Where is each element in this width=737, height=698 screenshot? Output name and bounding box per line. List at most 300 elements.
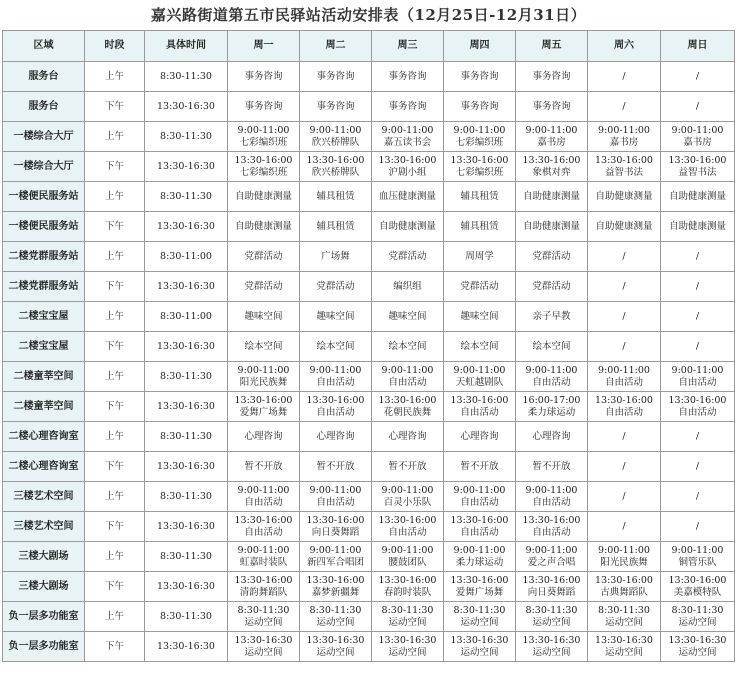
- saturday-activity-cell: /: [588, 422, 661, 452]
- period-cell: 下午: [85, 512, 145, 542]
- table-row: [3, 542, 735, 572]
- activity-line: 运动空间: [532, 616, 571, 628]
- thursday-activity-cell: [444, 542, 516, 572]
- activity-line: 自由活动: [460, 496, 499, 508]
- tuesday-activity-cell: [300, 122, 372, 152]
- header-time: 具体时间: [145, 31, 228, 62]
- area-cell: 一楼便民服务站: [3, 212, 85, 242]
- activity-line: 七彩编织班: [455, 166, 504, 178]
- activity-line: 运动空间: [678, 616, 717, 628]
- monday-activity-cell: [228, 572, 300, 602]
- saturday-activity-cell: [588, 392, 661, 422]
- activity-line: 9:00-11:00: [453, 124, 506, 136]
- time-cell: 8:30-11:30: [145, 422, 228, 452]
- activity-line: 9:00-11:00: [309, 364, 362, 376]
- activity-line: 自由活动: [604, 406, 643, 418]
- time-cell: 8:30-11:30: [145, 362, 228, 392]
- activity-line: 13:30-16:30: [234, 634, 293, 646]
- sunday-activity-cell: [661, 542, 735, 572]
- thursday-activity-cell: [444, 482, 516, 512]
- activity-line: 自由活动: [678, 376, 717, 388]
- period-cell: 上午: [85, 122, 145, 152]
- table-row: [3, 362, 735, 392]
- area-cell: 二楼心理咨询室: [3, 422, 85, 452]
- saturday-activity-cell: /: [588, 512, 661, 542]
- table-row: [3, 122, 735, 152]
- time-cell: 13:30-16:30: [145, 212, 228, 242]
- table-row: [3, 212, 735, 242]
- monday-activity-cell: [228, 482, 300, 512]
- table-row: [3, 272, 735, 302]
- saturday-activity-cell: /: [588, 482, 661, 512]
- monday-activity-cell: [228, 152, 300, 182]
- table-row: [3, 482, 735, 512]
- monday-activity-cell: 事务咨询: [228, 92, 300, 122]
- activity-line: 9:00-11:00: [598, 544, 650, 556]
- activity-line: 运动空间: [604, 646, 643, 658]
- activity-line: 9:00-11:00: [525, 544, 578, 556]
- area-cell: 三楼大剧场: [3, 572, 85, 602]
- saturday-activity-cell: [588, 542, 661, 572]
- area-cell: 服务台: [3, 92, 85, 122]
- activity-line: 运动空间: [604, 616, 643, 628]
- table-row: [3, 152, 735, 182]
- activity-line: 13:30-16:00: [306, 154, 365, 166]
- period-cell: 下午: [85, 332, 145, 362]
- thursday-activity-cell: [444, 602, 516, 632]
- thursday-activity-cell: 辅具租赁: [444, 182, 516, 212]
- thursday-activity-cell: [444, 632, 516, 662]
- activity-line: 自由活动: [460, 526, 499, 538]
- header-area: 区域: [3, 31, 85, 62]
- saturday-activity-cell: /: [588, 242, 661, 272]
- friday-activity-cell: 自助健康测量: [516, 182, 588, 212]
- wednesday-activity-cell: [372, 542, 444, 572]
- activity-line: 七彩编织班: [239, 166, 288, 178]
- sunday-activity-cell: /: [661, 512, 735, 542]
- activity-line: 9:00-11:00: [381, 544, 434, 556]
- activity-line: 9:00-11:00: [237, 484, 290, 496]
- activity-line: 沪剧小组: [388, 166, 427, 178]
- activity-line: 益智书法: [678, 166, 717, 178]
- area-cell: 一楼便民服务站: [3, 182, 85, 212]
- sunday-activity-cell: /: [661, 302, 735, 332]
- time-cell: 8:30-11:30: [145, 482, 228, 512]
- activity-line: 8:30-11:30: [525, 604, 578, 616]
- saturday-activity-cell: [588, 122, 661, 152]
- saturday-activity-cell: [588, 152, 661, 182]
- friday-activity-cell: [516, 572, 588, 602]
- tuesday-activity-cell: [300, 152, 372, 182]
- thursday-activity-cell: 辅具租赁: [444, 212, 516, 242]
- activity-line: 9:00-11:00: [525, 364, 578, 376]
- activity-line: 9:00-11:00: [381, 484, 434, 496]
- activity-line: 欣兴桥牌队: [311, 166, 360, 178]
- activity-line: 9:00-11:00: [671, 364, 724, 376]
- activity-line: 自由活动: [532, 496, 571, 508]
- area-cell: 一楼综合大厅: [3, 122, 85, 152]
- tuesday-activity-cell: 事务咨询: [300, 92, 372, 122]
- thursday-activity-cell: [444, 152, 516, 182]
- activity-line: 13:30-16:00: [450, 154, 509, 166]
- tuesday-activity-cell: 绘本空间: [300, 332, 372, 362]
- time-cell: 13:30-16:30: [145, 152, 228, 182]
- monday-activity-cell: [228, 362, 300, 392]
- activity-line: 七彩编织班: [455, 136, 504, 148]
- friday-activity-cell: [516, 152, 588, 182]
- header-saturday: 周六: [588, 31, 661, 62]
- wednesday-activity-cell: 趣味空间: [372, 302, 444, 332]
- thursday-activity-cell: 绘本空间: [444, 332, 516, 362]
- activity-line: 嘉梦新疆舞: [311, 586, 360, 598]
- area-cell: 二楼宝宝屋: [3, 332, 85, 362]
- tuesday-activity-cell: [300, 362, 372, 392]
- friday-activity-cell: 党群活动: [516, 242, 588, 272]
- activity-line: 嘉书房: [609, 136, 639, 148]
- activity-line: 运动空间: [316, 616, 355, 628]
- thursday-activity-cell: [444, 572, 516, 602]
- activity-line: 9:00-11:00: [453, 484, 506, 496]
- activity-line: 自由活动: [244, 526, 283, 538]
- table-row: [3, 182, 735, 212]
- activity-line: 虹嘉时装队: [239, 556, 288, 568]
- thursday-activity-cell: 事务咨询: [444, 62, 516, 92]
- saturday-activity-cell: 自助健康测量: [588, 182, 661, 212]
- friday-activity-cell: 自助健康测量: [516, 212, 588, 242]
- activity-line: 13:30-16:00: [234, 574, 293, 586]
- period-cell: 上午: [85, 302, 145, 332]
- tuesday-activity-cell: 趣味空间: [300, 302, 372, 332]
- activity-line: 13:30-16:00: [234, 514, 293, 526]
- activity-line: 13:30-16:00: [378, 154, 437, 166]
- schedule-body: [3, 62, 735, 662]
- activity-line: 爱舞广场舞: [455, 586, 504, 598]
- sunday-activity-cell: /: [661, 482, 735, 512]
- monday-activity-cell: [228, 632, 300, 662]
- activity-line: 益智书法: [604, 166, 643, 178]
- activity-line: 13:30-16:00: [450, 514, 509, 526]
- activity-line: 阳光民族舞: [600, 556, 648, 568]
- header-row: [3, 31, 735, 62]
- activity-line: 13:30-16:30: [522, 634, 581, 646]
- activity-line: 8:30-11:30: [381, 604, 434, 616]
- activity-line: 8:30-11:30: [237, 604, 290, 616]
- activity-line: 运动空间: [388, 616, 427, 628]
- friday-activity-cell: 绘本空间: [516, 332, 588, 362]
- period-cell: 上午: [85, 542, 145, 572]
- activity-line: 天虹越剧队: [455, 376, 504, 388]
- table-row: [3, 512, 735, 542]
- activity-line: 13:30-16:00: [595, 574, 653, 586]
- table-row: [3, 62, 735, 92]
- activity-line: 七彩编织班: [239, 136, 288, 148]
- sunday-activity-cell: [661, 632, 735, 662]
- friday-activity-cell: [516, 512, 588, 542]
- activity-line: 13:30-16:00: [595, 154, 653, 166]
- activity-line: 自由活动: [460, 406, 499, 418]
- header-friday: 周五: [516, 31, 588, 62]
- friday-activity-cell: 暂不开放: [516, 452, 588, 482]
- activity-line: 自由活动: [316, 496, 355, 508]
- wednesday-activity-cell: 事务咨询: [372, 62, 444, 92]
- activity-line: 运动空间: [244, 616, 283, 628]
- activity-line: 自由活动: [388, 376, 427, 388]
- sunday-activity-cell: [661, 602, 735, 632]
- thursday-activity-cell: 暂不开放: [444, 452, 516, 482]
- sunday-activity-cell: /: [661, 62, 735, 92]
- activity-line: 自由活动: [678, 406, 717, 418]
- activity-line: 9:00-11:00: [671, 544, 724, 556]
- monday-activity-cell: 事务咨询: [228, 62, 300, 92]
- activity-line: 8:30-11:30: [453, 604, 506, 616]
- activity-line: 春韵时装队: [383, 586, 432, 598]
- saturday-activity-cell: [588, 362, 661, 392]
- tuesday-activity-cell: [300, 482, 372, 512]
- wednesday-activity-cell: 暂不开放: [372, 452, 444, 482]
- monday-activity-cell: 自助健康测量: [228, 182, 300, 212]
- thursday-activity-cell: 事务咨询: [444, 92, 516, 122]
- activity-line: 9:00-11:00: [309, 124, 362, 136]
- activity-line: 13:30-16:00: [522, 574, 581, 586]
- period-cell: 上午: [85, 482, 145, 512]
- thursday-activity-cell: [444, 392, 516, 422]
- activity-line: 自由活动: [532, 376, 571, 388]
- table-row: [3, 242, 735, 272]
- activity-line: 9:00-11:00: [525, 124, 578, 136]
- monday-activity-cell: 党群活动: [228, 242, 300, 272]
- activity-line: 9:00-11:00: [237, 544, 290, 556]
- activity-line: 8:30-11:30: [309, 604, 362, 616]
- activity-line: 清韵舞蹈队: [239, 586, 288, 598]
- tuesday-activity-cell: 辅具租赁: [300, 182, 372, 212]
- activity-line: 向日葵舞蹈: [311, 526, 360, 538]
- saturday-activity-cell: /: [588, 302, 661, 332]
- thursday-activity-cell: [444, 122, 516, 152]
- period-cell: 下午: [85, 272, 145, 302]
- sunday-activity-cell: [661, 362, 735, 392]
- activity-line: 腰鼓团队: [388, 556, 427, 568]
- tuesday-activity-cell: 事务咨询: [300, 62, 372, 92]
- header-period: 时段: [85, 31, 145, 62]
- time-cell: 8:30-11:30: [145, 182, 228, 212]
- header-wednesday: 周三: [372, 31, 444, 62]
- table-row: [3, 632, 735, 662]
- table-row: [3, 572, 735, 602]
- thursday-activity-cell: 党群活动: [444, 272, 516, 302]
- area-cell: 二楼党群服务站: [3, 272, 85, 302]
- activity-line: 铜管乐队: [678, 556, 717, 568]
- tuesday-activity-cell: [300, 512, 372, 542]
- activity-line: 运动空间: [532, 646, 571, 658]
- area-cell: 三楼艺术空间: [3, 482, 85, 512]
- area-cell: 三楼艺术空间: [3, 512, 85, 542]
- saturday-activity-cell: /: [588, 62, 661, 92]
- area-cell: 二楼宝宝屋: [3, 302, 85, 332]
- header-sunday: 周日: [661, 31, 735, 62]
- time-cell: 13:30-16:30: [145, 512, 228, 542]
- activity-line: 8:30-11:30: [671, 604, 724, 616]
- tuesday-activity-cell: [300, 542, 372, 572]
- activity-line: 柔力球运动: [527, 406, 576, 418]
- period-cell: 下午: [85, 212, 145, 242]
- area-cell: 负一层多功能室: [3, 632, 85, 662]
- period-cell: 上午: [85, 62, 145, 92]
- thursday-activity-cell: 趣味空间: [444, 302, 516, 332]
- monday-activity-cell: 心理咨询: [228, 422, 300, 452]
- thursday-activity-cell: 周周学: [444, 242, 516, 272]
- activity-line: 13:30-16:00: [595, 394, 653, 406]
- activity-line: 13:30-16:30: [378, 634, 437, 646]
- area-cell: 一楼综合大厅: [3, 152, 85, 182]
- period-cell: 上午: [85, 242, 145, 272]
- wednesday-activity-cell: [372, 152, 444, 182]
- activity-line: 嘉五读书会: [383, 136, 432, 148]
- activity-line: 9:00-11:00: [598, 124, 650, 136]
- activity-line: 自由活动: [316, 376, 355, 388]
- friday-activity-cell: [516, 542, 588, 572]
- activity-line: 13:30-16:00: [668, 394, 727, 406]
- activity-line: 13:30-16:00: [450, 574, 509, 586]
- sunday-activity-cell: /: [661, 92, 735, 122]
- area-cell: 二楼党群服务站: [3, 242, 85, 272]
- header-thursday: 周四: [444, 31, 516, 62]
- period-cell: 下午: [85, 392, 145, 422]
- time-cell: 13:30-16:30: [145, 332, 228, 362]
- time-cell: 8:30-11:30: [145, 62, 228, 92]
- saturday-activity-cell: [588, 632, 661, 662]
- saturday-activity-cell: /: [588, 272, 661, 302]
- tuesday-activity-cell: 心理咨询: [300, 422, 372, 452]
- friday-activity-cell: 亲子早教: [516, 302, 588, 332]
- time-cell: 8:30-11:00: [145, 302, 228, 332]
- thursday-activity-cell: 心理咨询: [444, 422, 516, 452]
- friday-activity-cell: 事务咨询: [516, 62, 588, 92]
- activity-line: 9:00-11:00: [237, 364, 290, 376]
- monday-activity-cell: 党群活动: [228, 272, 300, 302]
- activity-line: 13:30-16:00: [234, 154, 293, 166]
- area-cell: 二楼童莘空间: [3, 392, 85, 422]
- tuesday-activity-cell: [300, 632, 372, 662]
- activity-line: 运动空间: [460, 616, 499, 628]
- area-cell: 二楼童莘空间: [3, 362, 85, 392]
- activity-line: 爱之声合唱: [527, 556, 576, 568]
- time-cell: 8:30-11:30: [145, 122, 228, 152]
- activity-line: 13:30-16:00: [668, 154, 727, 166]
- activity-line: 9:00-11:00: [671, 124, 724, 136]
- table-row: [3, 392, 735, 422]
- time-cell: 8:30-11:30: [145, 602, 228, 632]
- page-title: 嘉兴路街道第五市民驿站活动安排表（12月25日-12月31日）: [150, 6, 587, 24]
- period-cell: 下午: [85, 632, 145, 662]
- area-cell: 三楼大剧场: [3, 542, 85, 572]
- schedule-table: [2, 30, 735, 662]
- activity-line: 13:30-16:00: [450, 394, 509, 406]
- activity-line: 嘉书房: [683, 136, 712, 148]
- wednesday-activity-cell: [372, 572, 444, 602]
- saturday-activity-cell: [588, 572, 661, 602]
- tuesday-activity-cell: 辅具租赁: [300, 212, 372, 242]
- activity-line: 欣兴桥牌队: [311, 136, 360, 148]
- activity-line: 13:30-16:00: [522, 514, 581, 526]
- sunday-activity-cell: /: [661, 422, 735, 452]
- period-cell: 下午: [85, 572, 145, 602]
- activity-line: 13:30-16:30: [450, 634, 509, 646]
- tuesday-activity-cell: 党群活动: [300, 272, 372, 302]
- time-cell: 13:30-16:30: [145, 572, 228, 602]
- activity-line: 13:30-16:00: [378, 394, 437, 406]
- wednesday-activity-cell: [372, 122, 444, 152]
- tuesday-activity-cell: [300, 602, 372, 632]
- sunday-activity-cell: /: [661, 452, 735, 482]
- monday-activity-cell: [228, 392, 300, 422]
- saturday-activity-cell: /: [588, 332, 661, 362]
- activity-line: 13:30-16:00: [234, 394, 293, 406]
- monday-activity-cell: [228, 602, 300, 632]
- activity-line: 运动空间: [388, 646, 427, 658]
- friday-activity-cell: 心理咨询: [516, 422, 588, 452]
- time-cell: 13:30-16:30: [145, 92, 228, 122]
- activity-line: 运动空间: [678, 646, 717, 658]
- activity-line: 自由活动: [388, 526, 427, 538]
- activity-line: 9:00-11:00: [381, 124, 434, 136]
- table-row: [3, 602, 735, 632]
- tuesday-activity-cell: [300, 572, 372, 602]
- wednesday-activity-cell: [372, 392, 444, 422]
- area-cell: 负一层多功能室: [3, 602, 85, 632]
- activity-line: 向日葵舞蹈: [527, 586, 576, 598]
- activity-line: 自由活动: [532, 526, 571, 538]
- friday-activity-cell: [516, 392, 588, 422]
- sunday-activity-cell: 自助健康测量: [661, 212, 735, 242]
- time-cell: 8:30-11:00: [145, 242, 228, 272]
- time-cell: 13:30-16:30: [145, 392, 228, 422]
- header-tuesday: 周二: [300, 31, 372, 62]
- activity-line: 象棋对弈: [532, 166, 571, 178]
- activity-line: 嘉书房: [537, 136, 566, 148]
- thursday-activity-cell: [444, 362, 516, 392]
- wednesday-activity-cell: [372, 512, 444, 542]
- area-cell: 服务台: [3, 62, 85, 92]
- monday-activity-cell: [228, 542, 300, 572]
- activity-line: 自由活动: [604, 376, 643, 388]
- time-cell: 13:30-16:30: [145, 452, 228, 482]
- activity-line: 运动空间: [244, 646, 283, 658]
- activity-line: 阳光民族舞: [239, 376, 288, 388]
- activity-line: 9:00-11:00: [381, 364, 434, 376]
- header-monday: 周一: [228, 31, 300, 62]
- activity-line: 13:30-16:30: [595, 634, 653, 646]
- table-row: [3, 92, 735, 122]
- activity-line: 9:00-11:00: [453, 544, 506, 556]
- wednesday-activity-cell: 党群活动: [372, 242, 444, 272]
- activity-line: 13:30-16:00: [522, 154, 581, 166]
- sunday-activity-cell: 自助健康测量: [661, 182, 735, 212]
- thursday-activity-cell: [444, 512, 516, 542]
- saturday-activity-cell: [588, 602, 661, 632]
- activity-line: 9:00-11:00: [237, 124, 290, 136]
- time-cell: 13:30-16:30: [145, 272, 228, 302]
- activity-line: 新四军合唱团: [306, 556, 364, 568]
- friday-activity-cell: 党群活动: [516, 272, 588, 302]
- activity-line: 运动空间: [316, 646, 355, 658]
- friday-activity-cell: 事务咨询: [516, 92, 588, 122]
- sunday-activity-cell: /: [661, 272, 735, 302]
- activity-line: 9:00-11:00: [598, 364, 650, 376]
- saturday-activity-cell: 自助健康测量: [588, 212, 661, 242]
- friday-activity-cell: [516, 482, 588, 512]
- period-cell: 上午: [85, 602, 145, 632]
- period-cell: 下午: [85, 92, 145, 122]
